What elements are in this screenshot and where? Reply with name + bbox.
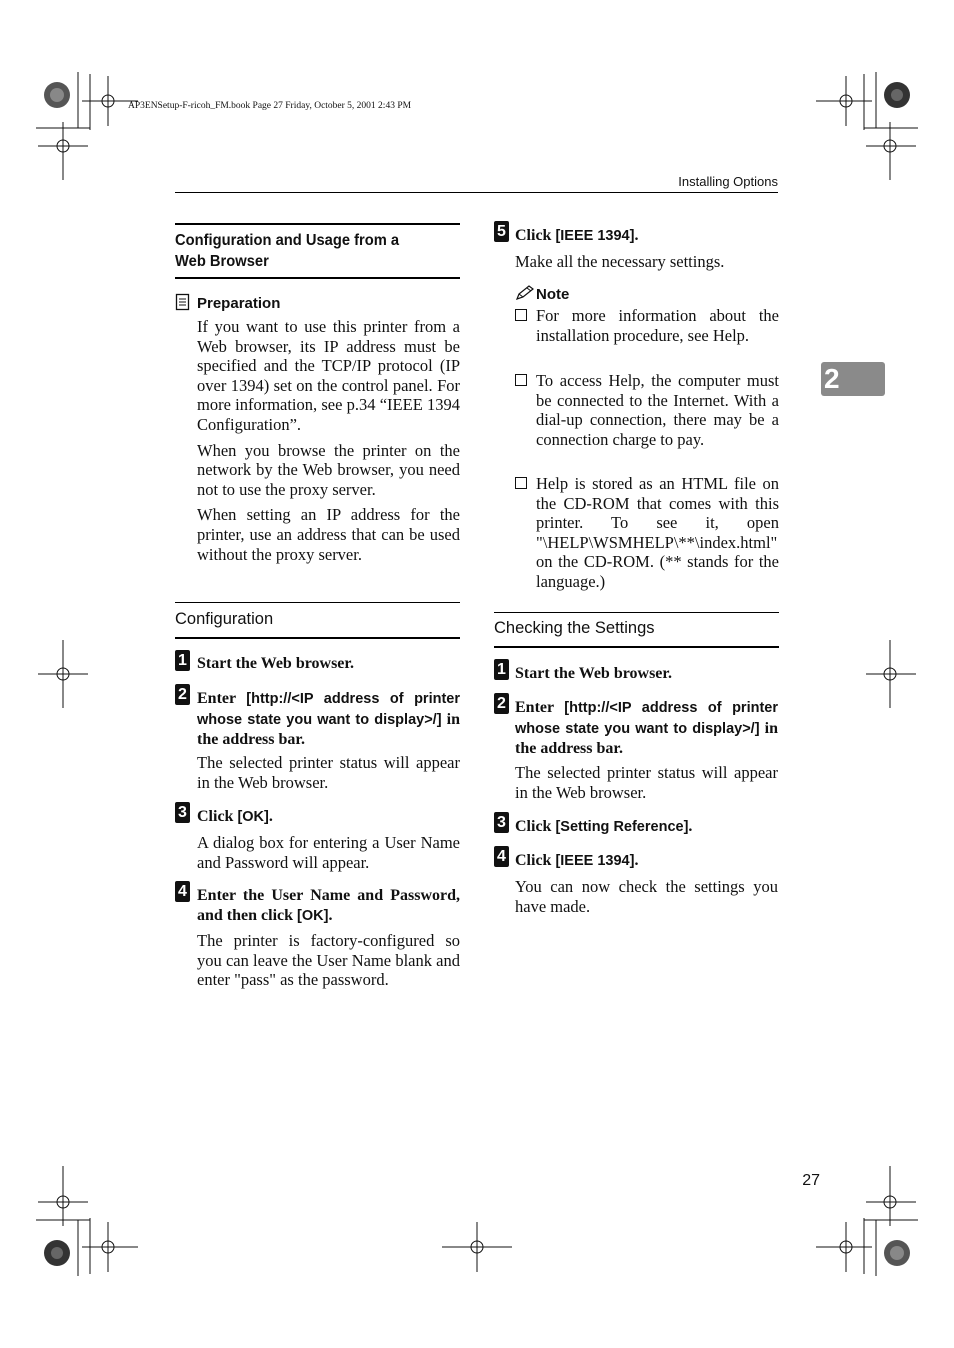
ieee-key: [IEEE 1394]: [555, 853, 635, 869]
url-key: [http://<IP address of printer whose state you want to display>/]: [515, 700, 778, 737]
step-description: You can now check the settings you have made.: [515, 877, 778, 916]
note-item: [515, 474, 779, 592]
step-text: Click: [515, 227, 556, 244]
step-number: 2: [494, 693, 509, 714]
ok-key: [OK]: [237, 809, 269, 825]
step-text: Enter: [515, 699, 565, 716]
ieee-key: [IEEE 1394]: [555, 228, 635, 244]
step-5: [494, 221, 779, 271]
preparation-paragraph: When setting an IP address for the printer, use an address that can be used without the proxy server.: [197, 505, 460, 564]
step-text-suffix: in the address bar.: [197, 710, 460, 749]
checking-heading: Checking the Settings: [494, 619, 655, 637]
step-text: Start the Web browser.: [197, 655, 355, 672]
step-text-suffix: in the address bar.: [515, 719, 778, 758]
file-info: AP3ENSetup-F-ricoh_FM.book Page 27 Friday, October 5, 2001 2:43 PM: [128, 101, 412, 111]
step-text: Enter: [197, 690, 247, 707]
step-text: Click: [515, 818, 556, 835]
checking-rule-top: [494, 612, 779, 613]
checkbox-icon: [515, 477, 527, 489]
step-text-suffix: .: [268, 808, 273, 825]
preparation-icon: [175, 293, 191, 311]
config-rule-top: [175, 602, 460, 603]
chapter-tab: [821, 362, 885, 396]
note-label: Note: [536, 286, 570, 303]
checkbox-icon: [515, 309, 527, 321]
checking-rule-bottom: [494, 646, 779, 648]
step-number: 4: [175, 881, 190, 902]
check-step-2: [494, 693, 779, 802]
running-header: Installing Options: [678, 174, 778, 189]
config-heading: Configuration: [175, 610, 274, 628]
note-text: To access Help, the computer must be connected to the Internet. With a dial-up connection, there may be a connection charge to pay.: [536, 371, 779, 449]
note-item: [515, 371, 779, 449]
step-1: [175, 650, 460, 671]
check-step-3: [494, 812, 779, 833]
step-4: [175, 881, 460, 990]
step-number: 1: [175, 650, 190, 671]
step-text: Start the Web browser.: [515, 665, 673, 682]
step-number: 5: [494, 221, 509, 242]
checkbox-icon: [515, 374, 527, 386]
step-description: A dialog box for entering a User Name and Password will appear.: [197, 833, 460, 872]
step-description: Make all the necessary settings.: [515, 252, 725, 271]
step-text-suffix: .: [634, 227, 639, 244]
preparation-label: Preparation: [197, 295, 281, 312]
step-2: [175, 684, 460, 792]
preparation-paragraph: When you browse the printer on the network by the Web browser, you need not to use the proxy server.: [197, 440, 460, 499]
page-number: 27: [802, 1172, 820, 1189]
setting-reference-key: [Setting Reference]: [555, 819, 689, 835]
step-text-suffix: .: [688, 818, 693, 835]
note-text: For more information about the installation procedure, see Help.: [536, 306, 779, 345]
step-text-suffix: .: [634, 852, 639, 869]
step-text: Click: [197, 808, 238, 825]
step-number: 1: [494, 659, 509, 680]
section-rule-bottom: [175, 277, 460, 279]
section-rule-top: [175, 223, 460, 225]
preparation-paragraph: If you want to use this printer from a Web browser, its IP address must be specified and the TCP/IP protocol (IP over 1394) set on the control panel. For more information, see p.34 “IEEE 1394 Configuration”.: [197, 317, 460, 434]
step-description: The printer is factory-configured so you can leave the User Name blank and enter "pass" as the password.: [197, 931, 460, 990]
step-text-suffix: .: [328, 906, 333, 924]
step-number: 3: [494, 812, 509, 833]
section-title: Configuration and Usage from a Web Browser: [175, 232, 400, 270]
check-step-1: [494, 659, 779, 680]
step-number: 2: [175, 684, 190, 705]
check-step-4: [494, 846, 779, 916]
note-text: Help is stored as an HTML file on the CD-ROM that comes with this printer. To see it, open "\HELP\WSMHELP\**\index.html" on the CD-ROM. (** stands for the language.): [536, 474, 779, 591]
step-description: The selected printer status will appear in the Web browser.: [197, 753, 460, 792]
pencil-icon: [515, 285, 535, 301]
step-description: The selected printer status will appear in the Web browser.: [515, 763, 778, 802]
chapter-number: 2: [824, 363, 840, 394]
ok-key: [OK]: [297, 907, 329, 924]
step-number: 4: [494, 846, 509, 867]
step-text: Enter the User Name and Password, and then click: [197, 887, 460, 924]
config-rule-bottom: [175, 637, 460, 639]
step-3: [175, 802, 460, 872]
step-number: 3: [175, 802, 190, 823]
header-rule: [175, 192, 778, 193]
note-item: [515, 306, 779, 345]
step-text: Click: [515, 852, 556, 869]
url-key: [http://<IP address of printer whose state you want to display>/]: [197, 691, 460, 728]
